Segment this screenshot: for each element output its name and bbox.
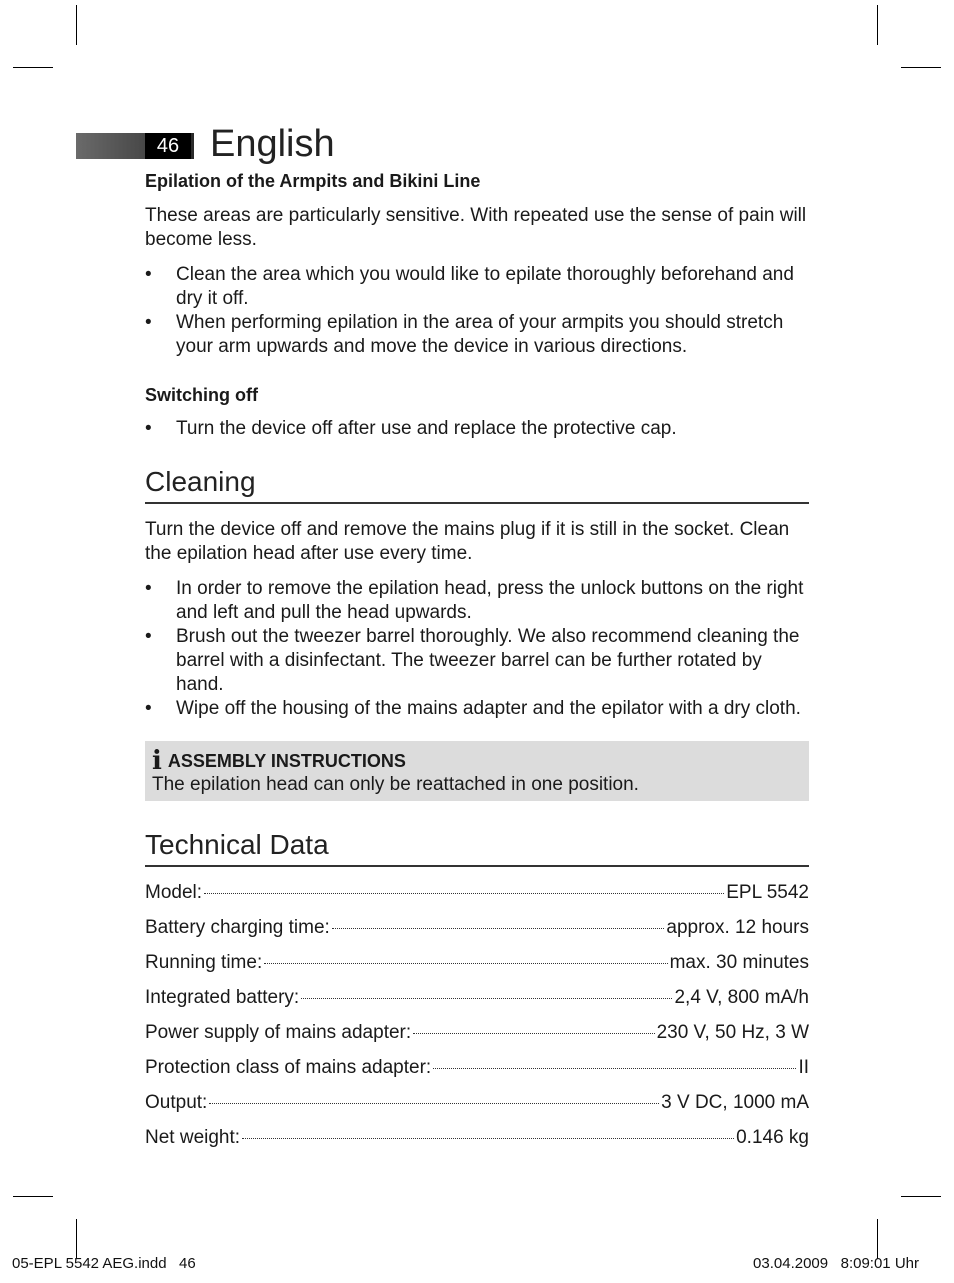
bullet-icon: •	[145, 698, 152, 719]
spec-row	[145, 1021, 809, 1056]
spec-row	[145, 1126, 809, 1161]
spec-label: Power supply of mains adapter:	[145, 1022, 412, 1043]
note-title-row	[152, 746, 802, 776]
page-number: 46	[145, 133, 191, 159]
dot-leader	[433, 1068, 796, 1069]
spec-row	[145, 986, 809, 1021]
spec-row	[145, 1091, 809, 1126]
crop-mark	[76, 5, 77, 45]
assembly-note-box	[145, 741, 809, 801]
dot-leader	[301, 998, 672, 999]
paragraph-armpits-intro: These areas are particularly sensitive. With repeated use the sense of pain will become less.	[145, 205, 807, 250]
spec-label: Running time:	[145, 952, 263, 973]
spec-row	[145, 916, 809, 951]
list-item: • When performing epilation in the area of your armpits you should stretch your arm upwards and move the device in various directions.	[145, 312, 784, 357]
spec-value: II	[798, 1057, 809, 1078]
spec-label: Protection class of mains adapter:	[145, 1057, 432, 1078]
spec-value: 230 V, 50 Hz, 3 W	[656, 1022, 809, 1043]
spec-label: Model:	[145, 882, 203, 903]
spec-value: EPL 5542	[726, 882, 809, 903]
note-text: The epilation head can only be reattached in one position.	[152, 774, 639, 795]
crop-mark	[877, 1219, 878, 1259]
list-item: • Turn the device off after use and replace the protective cap.	[145, 418, 677, 439]
info-icon: i	[152, 746, 162, 776]
section-subheading-switching-off: Switching off	[145, 385, 258, 405]
footer-timestamp: 03.04.2009 8:09:01 Uhr	[753, 1255, 919, 1272]
main-content	[145, 168, 809, 1161]
section-heading-cleaning: Cleaning	[145, 464, 809, 504]
spec-row	[145, 881, 809, 916]
note-title: ASSEMBLY INSTRUCTIONS	[167, 751, 406, 771]
dot-leader	[242, 1138, 734, 1139]
spec-label: Output:	[145, 1092, 208, 1113]
section-subheading-armpits: Epilation of the Armpits and Bikini Line	[145, 171, 481, 191]
spec-row	[145, 1056, 809, 1091]
spec-table	[145, 881, 809, 1161]
dot-leader	[332, 928, 665, 929]
crop-mark	[877, 5, 878, 45]
paragraph-cleaning-intro: Turn the device off and remove the mains plug if it is still in the socket. Clean the epilation head after use every time.	[145, 519, 790, 564]
dot-leader	[264, 963, 667, 964]
bullet-list-switching-off	[145, 417, 809, 441]
spec-label: Net weight:	[145, 1127, 241, 1148]
list-item: • Wipe off the housing of the mains adapter and the epilator with a dry cloth.	[145, 698, 801, 719]
crop-mark	[13, 67, 53, 68]
bullet-list-cleaning	[145, 577, 809, 721]
crop-mark	[901, 67, 941, 68]
bullet-icon: •	[145, 312, 152, 333]
list-item: • In order to remove the epilation head, press the unlock buttons on the right and left and pull the head upwards.	[145, 578, 804, 623]
list-item: • Brush out the tweezer barrel thoroughly. We also recommend cleaning the barrel with a disinfectant. The tweezer barrel can be further rotated by hand.	[145, 626, 800, 695]
bullet-icon: •	[145, 264, 152, 285]
spec-label: Battery charging time:	[145, 917, 330, 938]
spec-value: max. 30 minutes	[669, 952, 809, 973]
bullet-icon: •	[145, 418, 152, 439]
dot-leader	[204, 893, 724, 894]
section-heading-technical-data: Technical Data	[145, 827, 809, 867]
spec-value: 2,4 V, 800 mA/h	[674, 987, 809, 1008]
bullet-icon: •	[145, 626, 152, 647]
spec-row	[145, 951, 809, 986]
bullet-icon: •	[145, 578, 152, 599]
spec-value: 3 V DC, 1000 mA	[661, 1092, 809, 1113]
dot-leader	[413, 1033, 654, 1034]
dot-leader	[209, 1103, 659, 1104]
bullet-list-armpits	[145, 263, 809, 359]
spec-value: approx. 12 hours	[666, 917, 809, 938]
spec-label: Integrated battery:	[145, 987, 300, 1008]
page-title: English	[210, 123, 335, 165]
list-item: • Clean the area which you would like to epilate thoroughly beforehand and dry it off.	[145, 264, 794, 309]
spec-value: 0.146 kg	[736, 1127, 809, 1148]
footer-file-info: 05-EPL 5542 AEG.indd 46	[12, 1255, 196, 1272]
crop-mark	[901, 1196, 941, 1197]
crop-mark	[76, 1219, 77, 1259]
crop-mark	[13, 1196, 53, 1197]
